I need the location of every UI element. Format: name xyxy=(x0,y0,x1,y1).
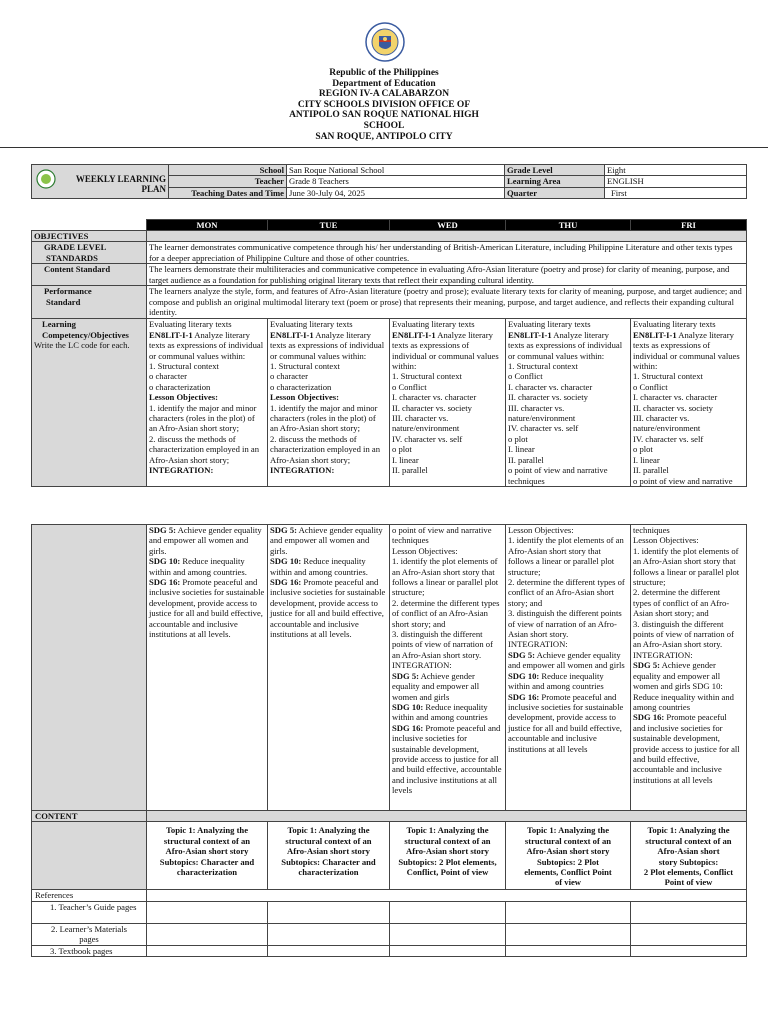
lc-line: EN8LIT-I-1 Analyze literary xyxy=(149,329,250,340)
lc-line: III. character vs. xyxy=(633,413,690,424)
lc-line: 2. determine the different types xyxy=(392,597,500,608)
objectives-title-fill xyxy=(147,231,747,242)
lc-line: within and among countries xyxy=(392,712,488,723)
lc-line: 2. discuss the methods of xyxy=(270,433,357,444)
lc-line: II. parallel xyxy=(392,465,428,476)
day-header-tue: TUE xyxy=(268,220,390,231)
content-fri xyxy=(631,822,747,890)
lc-line: inclusive societies for sustainable xyxy=(508,701,624,712)
lc-line: types of conflict of an Afro- xyxy=(633,597,730,608)
lc-line: SDG 10: Reduce inequality xyxy=(149,556,245,567)
grade-std-label-2: STANDARDS xyxy=(46,252,98,263)
lc-line: Reduce inequality within and xyxy=(633,691,734,702)
dates-value: June 30-July 04, 2025 xyxy=(287,187,505,198)
grade-level-value: Eight xyxy=(605,165,747,176)
lc-line: individual or communal values xyxy=(633,350,740,361)
grade-level-standards-label xyxy=(32,242,147,264)
lc-line: o point of view and narrative xyxy=(633,475,733,486)
lc-line: Lesson Objectives: xyxy=(270,392,339,403)
textbook-tue[interactable] xyxy=(268,945,390,956)
performance-standard-text: The learners analyze the style, form, and features of Afro-Asian literature (poetry and prose); evaluate literary texts for clarity of meaning, purpose, and target audience; and compose and publish an original multimodal literary text (poem or prose) that represents their meaning, purpose, and target audience, and reflects their expanding cultural identity. xyxy=(147,286,747,319)
lc-line: SDG 5: Achieve gender xyxy=(392,670,475,681)
lc-line: I. character vs. character xyxy=(392,392,477,403)
lc-tue xyxy=(268,319,390,487)
lc-line: SDG 5: Achieve gender equality xyxy=(270,525,383,535)
learner-materials-line2: pages xyxy=(79,934,99,945)
topic-line: Afro-Asian short story xyxy=(287,846,370,857)
header-divider xyxy=(0,147,768,148)
lc-wed xyxy=(390,319,506,487)
lc-line: institutions at all levels. xyxy=(149,629,231,640)
lc-line: texts as expressions of individual xyxy=(149,340,264,351)
references-label: References xyxy=(32,890,147,901)
header-line: SCHOOL xyxy=(363,120,405,131)
lc-line: texts as expressions of xyxy=(633,340,711,351)
lc-line: I. linear xyxy=(633,454,660,465)
teacher-guide-tue[interactable] xyxy=(268,901,390,923)
learner-materials-fri[interactable] xyxy=(631,923,747,945)
lc-line: 2. determine the different xyxy=(633,587,721,598)
lc-line: and build effective, accountable xyxy=(392,764,502,775)
content-mon xyxy=(147,822,268,890)
lc-line: structure; xyxy=(633,577,666,588)
topic-line: Subtopics: 2 Plot elements, xyxy=(398,856,497,867)
lc-line: EN8LIT-I-1 Analyze literary xyxy=(508,329,609,340)
lc-line: 1. identify the plot elements of xyxy=(392,556,498,567)
lc-line: SDG 5: Achieve gender xyxy=(633,660,716,671)
lc-line: conflict of an Afro-Asian short xyxy=(508,587,614,598)
lc-line: IV. character vs. self xyxy=(508,423,579,434)
topic-line: structural context of an xyxy=(163,835,251,846)
lc-line: INTEGRATION: xyxy=(149,465,214,476)
lc-line: and inclusive societies for xyxy=(633,722,723,733)
plan-info-table xyxy=(31,164,747,199)
lc-line: nature/environment xyxy=(392,423,460,434)
header-line: Republic of the Philippines xyxy=(329,68,439,78)
lc-line: follows a linear or parallel plot xyxy=(508,556,615,567)
lc-line: girls. xyxy=(270,545,288,556)
lc-line: and empower all women and xyxy=(270,535,370,546)
topic-line: story Subtopics: xyxy=(658,856,719,867)
lc-line: INTEGRATION: xyxy=(392,660,452,671)
lc-line: Evaluating literary texts xyxy=(508,319,591,330)
school-value: San Roque National School xyxy=(287,165,505,176)
lc-line: Evaluating literary texts xyxy=(270,319,353,330)
lc-line: Asian short story. xyxy=(508,629,569,640)
lc-line: provide access to justice for all xyxy=(392,753,499,764)
lc-line: an Afro-Asian short story that xyxy=(633,556,736,567)
quarter-label: Quarter xyxy=(505,187,605,198)
lc-line: SDG 5: Achieve gender equality xyxy=(508,649,621,660)
lc-line: 3. distinguish the different xyxy=(633,618,724,629)
lc-line: techniques xyxy=(392,535,429,546)
lc-line: follows a linear or parallel plot xyxy=(633,566,740,577)
lc-line: 1. identify the major and minor xyxy=(149,402,257,413)
content-label-fill xyxy=(147,811,747,822)
topic-line: characterization xyxy=(176,867,238,878)
teacher-guide-thu[interactable] xyxy=(506,901,631,923)
lc-line: among countries xyxy=(633,701,691,712)
lc-line: women and girls SDG 10: xyxy=(633,681,723,692)
lc-line: sustainable development, xyxy=(392,743,479,754)
lc-line: equality and empower all xyxy=(633,670,721,681)
content-standard-label: Content Standard xyxy=(32,264,147,286)
lc-line: techniques xyxy=(508,475,545,486)
performance-standard-label xyxy=(32,286,147,319)
topic-line: Topic 1: Analyzing the xyxy=(526,825,610,836)
lc-line: provide access to justice for all xyxy=(633,743,740,754)
lc-line: I. character vs. character xyxy=(508,381,593,392)
lc-line: INTEGRATION: xyxy=(508,639,568,650)
lc-line: within: xyxy=(392,361,417,372)
lc-line: Lesson Objectives: xyxy=(508,525,574,535)
lc-line: II. parallel xyxy=(633,465,669,476)
lc-line: SDG 16: Promote peaceful and xyxy=(149,577,258,588)
lc-line: o characterization xyxy=(149,381,211,392)
textbook-fri[interactable] xyxy=(631,945,747,956)
lc-line: inclusive societies for xyxy=(392,733,467,744)
day-header-thu: THU xyxy=(506,220,631,231)
lc-line: 1. identify the major and minor xyxy=(270,402,378,413)
lc-line: or communal values within: xyxy=(508,350,605,361)
lc-line: Afro-Asian short story; xyxy=(270,454,351,465)
topic-line: Afro-Asian short story xyxy=(165,846,249,857)
textbook-label: 3. Textbook pages xyxy=(32,945,147,956)
lc-line: accountable and inclusive xyxy=(270,618,359,629)
lc-line: 1. Structural context xyxy=(508,361,578,372)
plan-title-line1: WEEKLY LEARNING xyxy=(75,174,166,184)
lc-line: 1. identify the plot elements of xyxy=(633,545,739,556)
lc-line: girls. xyxy=(149,545,167,556)
lc-line: structure; xyxy=(392,587,425,598)
lc-line: institutions at all levels. xyxy=(270,629,352,640)
lc-line: SDG 10: Reduce inequality xyxy=(270,556,366,567)
topic-line: Topic 1: Analyzing the xyxy=(406,825,489,836)
lc-line: an Afro-Asian short story. xyxy=(633,639,723,650)
learning-area-label: Learning Area xyxy=(505,176,605,187)
lc-line: short story; and xyxy=(392,618,446,629)
lc-line: points of view of narration of xyxy=(392,639,493,650)
lc-line: 2. determine the different types of xyxy=(508,577,625,588)
lc-line: o point of view and narrative xyxy=(392,525,492,535)
lc-line: texts as expressions of individual xyxy=(508,340,623,351)
grade-std-label-1: GRADE LEVEL xyxy=(44,242,107,253)
content-thu xyxy=(506,822,631,890)
lc-line: of conflict of an Afro-Asian xyxy=(392,608,488,619)
lc-line: III. character vs. xyxy=(392,413,449,424)
references-fill xyxy=(147,890,747,901)
lc-line: Asian short story; and xyxy=(633,608,709,619)
content-label: CONTENT xyxy=(32,811,147,822)
lc-line: nature/environment xyxy=(508,413,576,424)
lc-line: techniques xyxy=(633,525,670,535)
lc-line: SDG 5: Achieve gender equality xyxy=(149,525,262,535)
lc-line: an Afro-Asian short story that xyxy=(392,566,495,577)
lc-mon-cont xyxy=(147,525,268,811)
header-line: SAN ROQUE, ANTIPOLO CITY xyxy=(315,131,453,142)
lc-line: within and among countries. xyxy=(149,566,247,577)
header-line: Department of Education xyxy=(332,78,436,89)
lc-line: o character xyxy=(149,371,187,382)
topic-line: structural context of an xyxy=(524,835,612,846)
lc-line: accountable and inclusive xyxy=(508,733,597,744)
lc-label-1: Learning xyxy=(42,319,76,330)
lc-line: SDG 10: Reduce inequality xyxy=(508,670,604,681)
lc-line: and empower all women and girls xyxy=(508,660,625,671)
learner-materials-tue[interactable] xyxy=(268,923,390,945)
lc-line: and inclusive institutions at all xyxy=(392,774,498,785)
lc-line: o point of view and narrative xyxy=(508,465,608,476)
topic-line: structural context of an xyxy=(285,835,372,846)
lc-line: I. linear xyxy=(508,444,535,455)
lc-line: development, provide access to xyxy=(508,712,616,723)
lc-line: institutions at all levels xyxy=(633,774,713,785)
lc-line: IV. character vs. self xyxy=(633,433,704,444)
lc-line: o Conflict xyxy=(508,371,543,382)
lc-line: texts as expressions of xyxy=(392,340,470,351)
teacher-label: Teacher xyxy=(169,176,287,187)
lc-line: II. character vs. society xyxy=(633,402,713,413)
lc-line: INTEGRATION: xyxy=(633,649,693,660)
topic-line: structural context of an xyxy=(404,835,491,846)
topic-line: structural context of an xyxy=(645,835,732,846)
learner-materials-line1: 2. Learner’s Materials xyxy=(51,923,127,934)
lc-line: 1. Structural context xyxy=(149,361,219,372)
plan-title-line2: PLAN xyxy=(141,184,166,195)
textbook-thu[interactable] xyxy=(506,945,631,956)
lc-line: accountable and inclusive xyxy=(149,618,238,629)
lc-line: 2. discuss the methods of xyxy=(149,433,236,444)
topic-line: Topic 1: Analyzing the xyxy=(647,825,730,836)
topic-line: Topic 1: Analyzing the xyxy=(165,825,249,836)
lc-line: development, provide access to xyxy=(149,597,257,608)
lc-line: and empower all women and xyxy=(149,535,249,546)
topic-line: characterization xyxy=(298,867,359,878)
lc-line: SDG 16: Promote peaceful and xyxy=(508,691,617,702)
lc-line: nature/environment xyxy=(633,423,701,434)
content-standard-text: The learners demonstrate their multiliteracies and communicative competence in evaluating Afro-Asian literature (poetry and prose) for clarity of meaning, purpose, and target audience as a foundation for publishing original literary texts that reflect their expanding cultural identity. xyxy=(147,264,747,286)
topic-line: Afro-Asian short story xyxy=(526,846,610,857)
lc-line: 3. distinguish the different xyxy=(392,629,483,640)
day-header-mon: MON xyxy=(147,220,268,231)
lc-line: justice for all and build effective, xyxy=(508,722,622,733)
lc-line: accountable and inclusive xyxy=(633,764,722,775)
lc-continued-label xyxy=(32,525,147,811)
lc-line: SDG 16: Promote peaceful and xyxy=(392,722,501,733)
lc-line: 3. distinguish the different points xyxy=(508,608,622,619)
quarter-value: First xyxy=(605,187,747,198)
lc-line: and build effective, xyxy=(633,753,700,764)
lc-line: inclusive societies for sustainable xyxy=(149,587,265,598)
teacher-guide-label: 1. Teacher’s Guide pages xyxy=(32,901,147,923)
objectives-title: OBJECTIVES xyxy=(32,231,147,242)
deped-seal-logo xyxy=(365,20,405,64)
perf-std-label-2: Standard xyxy=(46,296,81,307)
lc-line: III. character vs. xyxy=(508,402,565,413)
lc-line: 1. Structural context xyxy=(392,371,462,382)
topic-line: of view xyxy=(554,877,581,888)
lc-line: II. character vs. society xyxy=(392,402,472,413)
lc-line: o plot xyxy=(392,444,412,455)
lc-line: IV. character vs. self xyxy=(392,433,463,444)
learner-materials-thu[interactable] xyxy=(506,923,631,945)
lc-line: institutions at all levels xyxy=(508,743,588,754)
lc-fri xyxy=(631,319,747,487)
lc-line: Afro-Asian short story; xyxy=(149,454,230,465)
lc-line: SDG 16: Promote peaceful and xyxy=(270,577,379,588)
header-line: CITY SCHOOLS DIVISION OFFICE OF xyxy=(297,99,471,110)
lc-line: follows a linear or parallel plot xyxy=(392,577,499,588)
grade-level-standards-text: The learner demonstrates communicative competence through his/ her understanding of British-American Literature, including Philippine Literature and other texts types for a deeper appreciation of Philippine Culture and those of other countries. xyxy=(147,242,747,264)
lc-line: o plot xyxy=(508,433,528,444)
lc-line: SDG 16: Promote peaceful xyxy=(633,712,727,723)
topic-line: Subtopics: Character and xyxy=(159,856,255,867)
lc-line: story; and xyxy=(508,597,543,608)
day-header-fri: FRI xyxy=(631,220,747,231)
lc-wed-cont xyxy=(390,525,506,811)
lc-line: an Afro-Asian short story; xyxy=(270,423,360,434)
lc-line: characters (roles in the plot) of xyxy=(270,413,376,424)
school-logo-icon xyxy=(36,169,56,189)
lc-line: of view of narration of an Afro- xyxy=(508,618,617,629)
lc-line: equality and empower all xyxy=(392,681,480,692)
topic-line: Subtopics: 2 Plot xyxy=(536,856,600,867)
school-label: School xyxy=(169,165,287,176)
lc-tue-cont xyxy=(268,525,390,811)
lc-fri-cont xyxy=(631,525,747,811)
topic-line: 2 Plot elements, Conflict xyxy=(643,867,734,878)
lc-line: inclusive societies for sustainable xyxy=(270,587,386,598)
textbook-mon[interactable] xyxy=(147,945,268,956)
lc-line: Afro-Asian short story that xyxy=(508,545,601,556)
lc-label-2: Competency/Objectives xyxy=(42,329,129,340)
lc-line: justice for all and build effective, xyxy=(149,608,263,619)
teacher-guide-wed[interactable] xyxy=(390,901,506,923)
lc-line: 1. Structural context xyxy=(633,371,703,382)
lc-line: within and among countries. xyxy=(270,566,368,577)
content-side xyxy=(32,822,147,890)
lc-thu-cont xyxy=(506,525,631,811)
learner-materials-wed[interactable] xyxy=(390,923,506,945)
topic-line: Topic 1: Analyzing the xyxy=(287,825,370,836)
lc-line: I. character vs. character xyxy=(633,392,718,403)
lc-line: or communal values within: xyxy=(149,350,246,361)
header-line: ANTIPOLO SAN ROQUE NATIONAL HIGH xyxy=(289,110,479,121)
lc-line: texts as expressions of individual xyxy=(270,340,385,351)
lc-note: Write the LC code for each. xyxy=(34,340,130,351)
lc-line: Evaluating literary texts xyxy=(633,319,716,330)
content-table xyxy=(31,524,747,957)
topic-line: Conflict, Point of view xyxy=(406,867,489,878)
lc-line: within and among countries xyxy=(508,681,604,692)
school-header xyxy=(234,68,534,142)
content-wed xyxy=(390,822,506,890)
lc-line: characterization employed in an xyxy=(270,444,380,455)
lc-line: II. character vs. society xyxy=(508,392,588,403)
lc-line: characterization employed in an xyxy=(149,444,259,455)
learner-materials-label xyxy=(32,923,147,945)
lc-line: individual or communal values xyxy=(392,350,499,361)
lc-line: o character xyxy=(270,371,308,382)
lc-line: o characterization xyxy=(270,381,332,392)
lc-line: II. parallel xyxy=(508,454,544,465)
lc-line: I. linear xyxy=(392,454,419,465)
lc-line: Lesson Objectives: xyxy=(633,535,699,546)
teacher-guide-mon[interactable] xyxy=(147,901,268,923)
teacher-value: Grade 8 Teachers xyxy=(287,176,505,187)
lc-line: Lesson Objectives: xyxy=(392,545,458,556)
lc-line: 1. Structural context xyxy=(270,361,340,372)
lc-line: EN8LIT-I-1 Analyze literary xyxy=(392,329,493,340)
teacher-guide-fri[interactable] xyxy=(631,901,747,923)
lc-line: 1. identify the plot elements of an xyxy=(508,535,624,546)
topic-line: elements, Conflict Point xyxy=(524,867,612,878)
lc-line: characters (roles in the plot) of xyxy=(149,413,255,424)
objectives-table xyxy=(31,219,747,487)
learner-materials-mon[interactable] xyxy=(147,923,268,945)
lc-line: an Afro-Asian short story. xyxy=(392,649,482,660)
lc-line: o Conflict xyxy=(633,381,668,392)
plan-title-cell xyxy=(32,165,169,199)
lc-line: EN8LIT-I-1 Analyze literary xyxy=(633,329,734,340)
lc-line: sustainable development, xyxy=(633,733,720,744)
lc-line: o plot xyxy=(633,444,653,455)
lc-line: Lesson Objectives: xyxy=(149,392,218,403)
textbook-wed[interactable] xyxy=(390,945,506,956)
lc-mon xyxy=(147,319,268,487)
grade-level-label: Grade Level xyxy=(505,165,605,176)
lc-line: justice for all and build effective, xyxy=(270,608,384,619)
lc-line: EN8LIT-I-1 Analyze literary xyxy=(270,329,371,340)
learning-competency-label xyxy=(32,319,147,487)
lc-line: women and girls xyxy=(392,691,450,702)
lc-line: points of view of narration of xyxy=(633,629,734,640)
lc-line: within: xyxy=(633,361,658,372)
header-line: REGION IV-A CALABARZON xyxy=(318,89,450,100)
topic-line: Subtopics: Character and xyxy=(281,856,376,867)
content-tue xyxy=(268,822,390,890)
topic-line: Afro-Asian short story xyxy=(406,846,489,857)
lc-line: levels xyxy=(392,785,413,796)
lc-line: SDG 10: Reduce inequality xyxy=(392,701,488,712)
lc-line: INTEGRATION: xyxy=(270,465,335,476)
topic-line: Afro-Asian short xyxy=(657,846,720,857)
lc-line: structure; xyxy=(508,566,541,577)
topic-line: Point of view xyxy=(664,877,713,888)
lc-line: Evaluating literary texts xyxy=(392,319,475,330)
lc-line: o Conflict xyxy=(392,381,427,392)
day-header-wed: WED xyxy=(390,220,506,231)
perf-std-label-1: Performance xyxy=(44,286,92,297)
lc-line: or communal values within: xyxy=(270,350,367,361)
lc-thu xyxy=(506,319,631,487)
dates-label: Teaching Dates and Time xyxy=(169,187,287,198)
lc-line: Evaluating literary texts xyxy=(149,319,232,330)
lc-line: development, provide access to xyxy=(270,597,378,608)
learning-area-value: ENGLISH xyxy=(605,176,747,187)
lc-line: an Afro-Asian short story; xyxy=(149,423,239,434)
